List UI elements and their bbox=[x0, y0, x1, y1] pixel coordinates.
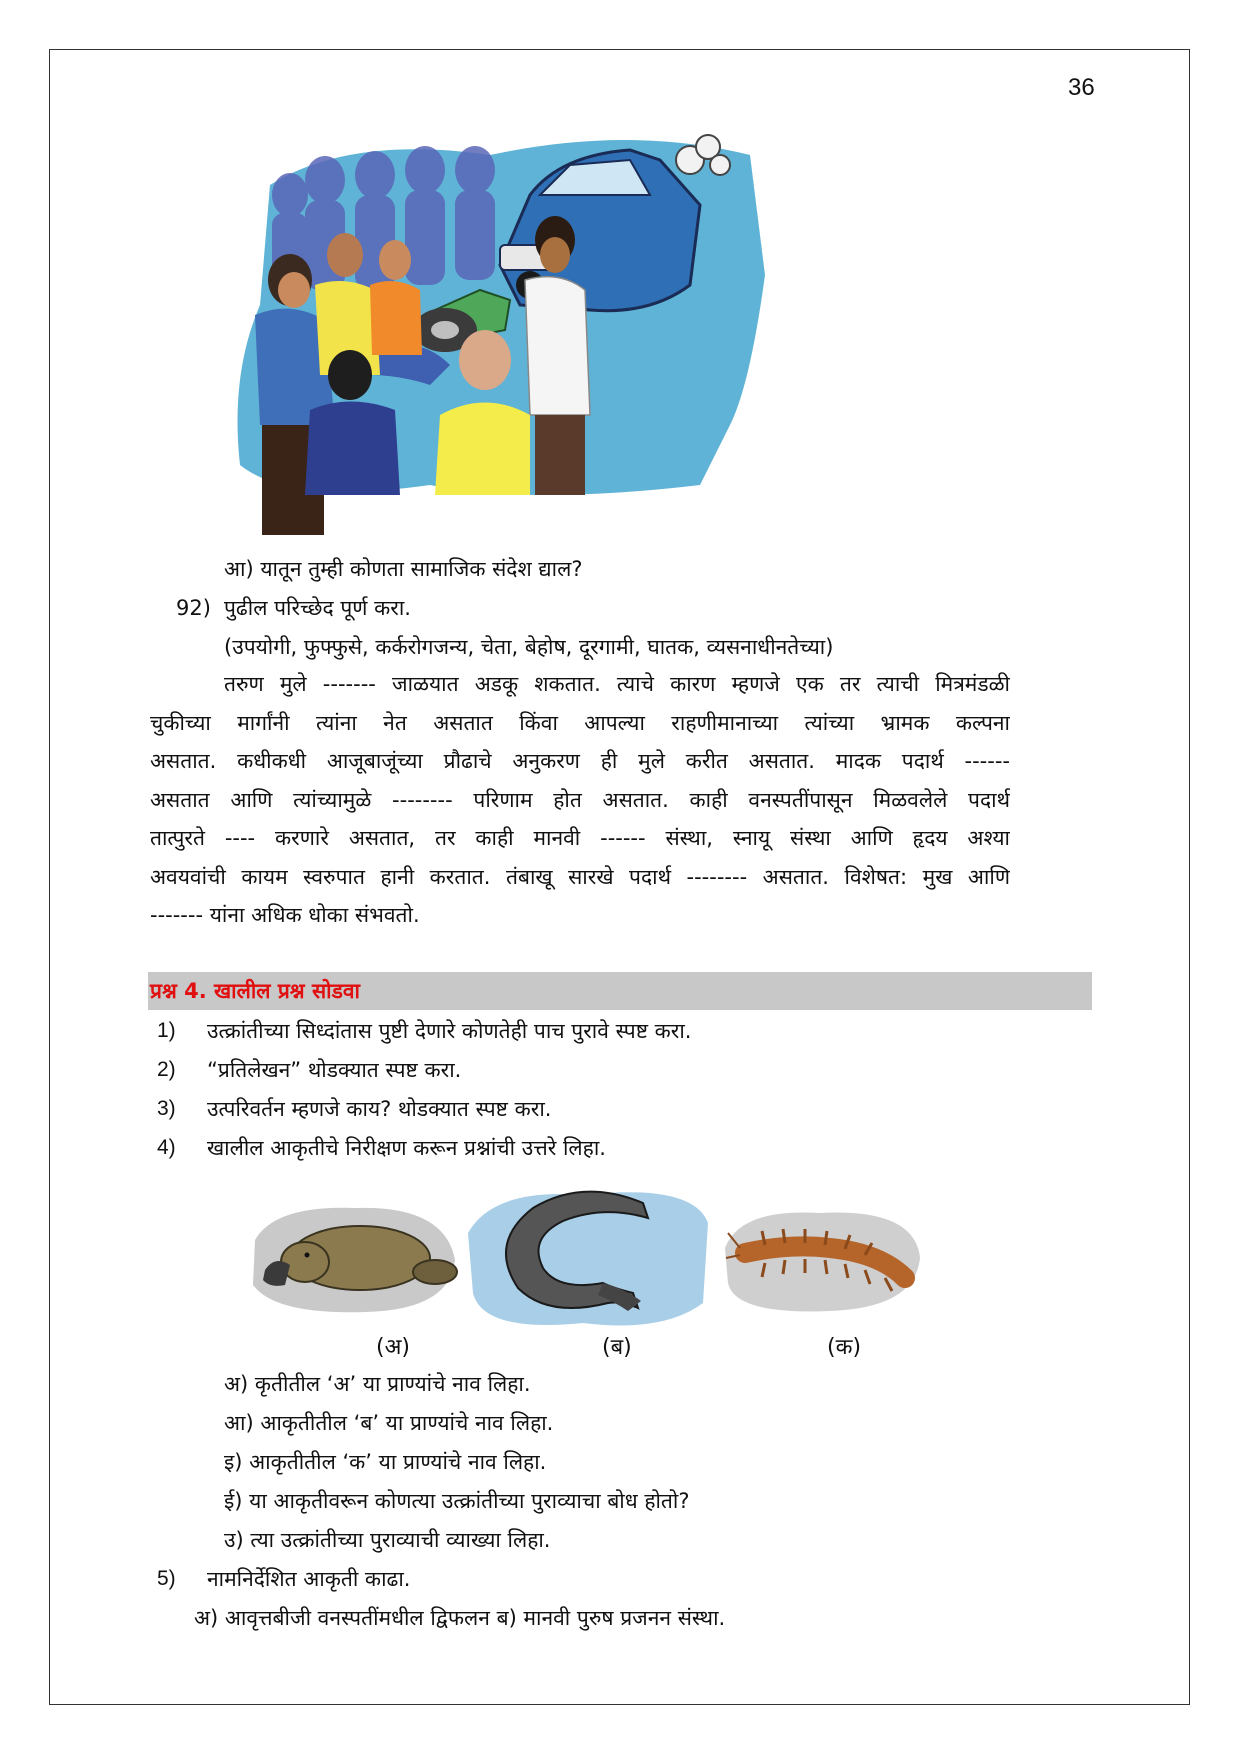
item-text: “प्रतिलेखन” थोडक्यात स्पष्ट करा. bbox=[207, 1058, 462, 1082]
paragraph-line: असतात. कधीकधी आजूबाजूंच्या प्रौढाचे अनुकरण ही मुले करीत असतात. मादक पदार्थ ------ bbox=[150, 749, 1010, 773]
figure-caption-k: (क) bbox=[827, 1335, 862, 1360]
item-text: उत्परिवर्तन म्हणजे काय? थोडक्यात स्पष्ट करा. bbox=[207, 1097, 552, 1121]
question-92-title: पुढील परिच्छेद पूर्ण करा. bbox=[224, 596, 411, 620]
figure-caption-a: (अ) bbox=[376, 1335, 410, 1360]
item-number: 2) bbox=[157, 1058, 176, 1081]
paragraph-line: ------- यांना अधिक धोका संभवतो. bbox=[150, 903, 420, 927]
question-92-paragraph bbox=[150, 665, 1010, 935]
paragraph-line: तरुण मुले ------- जाळयात अडकू शकतात. त्याचे कारण म्हणजे एक तर त्याची मित्रमंडळी bbox=[224, 672, 1010, 696]
eel-figure bbox=[463, 1183, 713, 1333]
section-4-heading-bar bbox=[148, 972, 1092, 1010]
item-text: उत्क्रांतीच्या सिध्दांतास पुष्टी देणारे कोणतेही पाच पुरावे स्पष्ट करा. bbox=[207, 1019, 692, 1043]
question-social-message: आ) यातून तुम्ही कोणता सामाजिक संदेश द्याल? bbox=[224, 557, 583, 581]
question-92-number: 92) bbox=[176, 596, 211, 620]
item-number: 3) bbox=[157, 1097, 176, 1120]
platypus-figure bbox=[245, 1200, 460, 1320]
paragraph-line: असतात आणि त्यांच्यामुळे -------- परिणाम होत असतात. काही वनस्पतींपासून मिळवलेले पदार्थ bbox=[150, 787, 1010, 812]
paragraph-line: अवयवांची कायम स्वरुपात हानी करतात. तंबाखू सारखे पदार्थ -------- असतात. विशेषत: मुख आणि bbox=[150, 864, 1010, 889]
question-92-options: (उपयोगी, फुफ्फुसे, कर्करोगजन्य, चेता, बेहोष, दूरगामी, घातक, व्यसनाधीनतेच्या) bbox=[224, 635, 834, 659]
accident-illustration bbox=[230, 125, 770, 550]
item-text: खालील आकृतीचे निरीक्षण करून प्रश्नांची उत्तरे लिहा. bbox=[207, 1136, 606, 1160]
centipede-figure bbox=[720, 1203, 925, 1318]
subquestion: अ) कृतीतील ‘अ’ या प्राण्यांचे नाव लिहा. bbox=[224, 1372, 531, 1396]
paragraph-line: चुकीच्या मार्गांनी त्यांना नेत असतात किंवा आपल्या राहणीमानाच्या त्यांच्या भ्रामक कल्पना bbox=[150, 710, 1010, 735]
subquestion: आ) आकृतीतील ‘ब’ या प्राण्यांचे नाव लिहा. bbox=[224, 1411, 554, 1435]
section-4-heading: प्रश्न 4. खालील प्रश्न सोडवा bbox=[150, 979, 360, 1003]
subquestion: इ) आकृतीतील ‘क’ या प्राण्यांचे नाव लिहा. bbox=[224, 1450, 547, 1474]
subquestion: उ) त्या उत्क्रांतीच्या पुराव्याची व्याख्या लिहा. bbox=[224, 1528, 551, 1552]
item-number: 1) bbox=[157, 1019, 176, 1042]
item-number: 5) bbox=[157, 1567, 176, 1590]
subquestion: ई) या आकृतीवरून कोणत्या उत्क्रांतीच्या पुराव्याचा बोध होतो? bbox=[224, 1489, 690, 1513]
item-number: 4) bbox=[157, 1136, 176, 1159]
figure-caption-b: (ब) bbox=[602, 1335, 632, 1360]
item-text: नामनिर्देशित आकृती काढा. bbox=[207, 1567, 411, 1591]
paragraph-line: तात्पुरते ---- करणारे असतात, तर काही मानवी ------ संस्था, स्नायू संस्था आणि हृदय अश्या bbox=[150, 826, 1010, 850]
item-5-parts: अ) आवृत्तबीजी वनस्पतींमधील द्विफलन ब) मानवी पुरुष प्रजनन संस्था. bbox=[194, 1606, 726, 1630]
page-number: 36 bbox=[1068, 74, 1095, 101]
